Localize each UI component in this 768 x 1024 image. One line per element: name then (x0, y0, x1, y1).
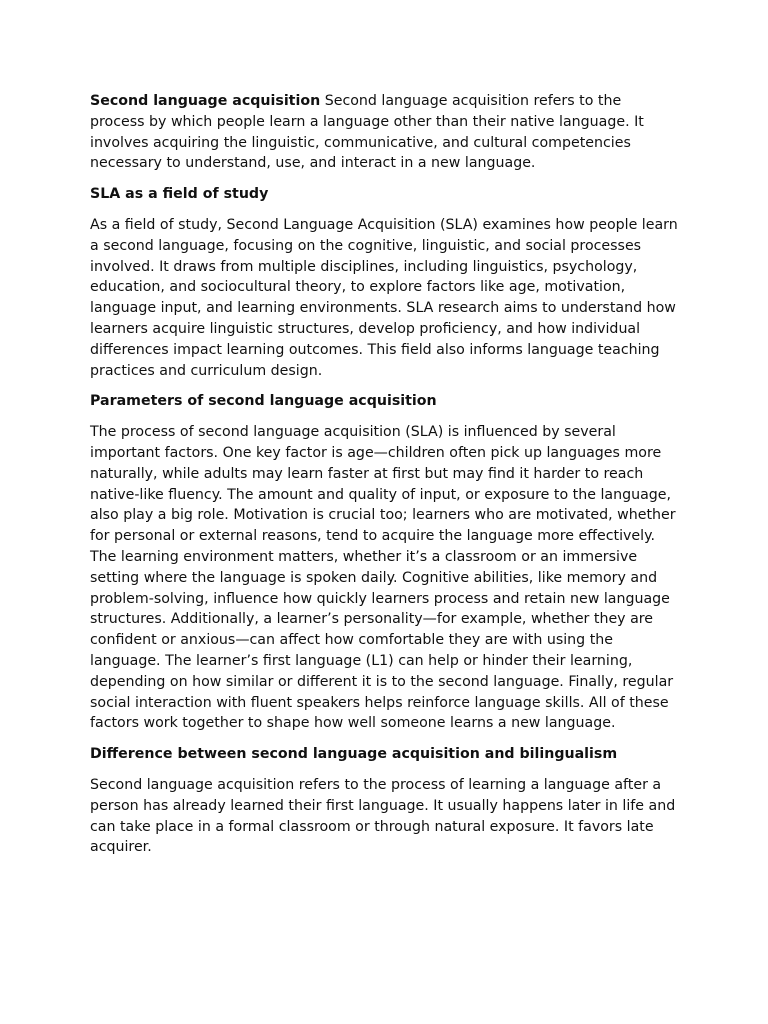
section-body-sla-field: As a field of study, Second Language Acquisition (SLA) examines how people learn a second language, focusing on the cognitive, linguistic, and social processes involved. It draws from multiple disciplines, including linguistics, psychology, education, and sociocultural theory, to explore factors like age, motivation, language input, and learning environments. SLA research aims to understand how learners acquire linguistic structures, develop proficiency, and how individual differences impact learning outcomes. This field also informs language teaching practices and curriculum design. (90, 216, 678, 379)
section-heading-difference: Difference between second language acquisition and bilingualism (90, 746, 618, 763)
intro-paragraph (90, 91, 680, 174)
section-heading-sla-field: SLA as a field of study (90, 186, 269, 203)
section-heading-parameters: Parameters of second language acquisition (90, 393, 437, 410)
section-body-parameters: The process of second language acquisition (SLA) is influenced by several important factors. One key factor is age—children often pick up languages more naturally, while adults may learn faster at first but may find it harder to reach native-like fluency. The amount and quality of input, or exposure to the language, also play a big role. Motivation is crucial too; learners who are motivated, whether for personal or external reasons, tend to acquire the language more effectively. The learning environment matters, whether it’s a classroom or an immersive setting where the language is spoken daily. Cognitive abilities, like memory and problem-solving, influence how quickly learners process and retain new language structures. Additionally, a learner’s personality—for example, whether they are confident or anxious—can affect how comfortable they are with using the language. The learner’s first language (L1) can help or hinder their learning, depending on how similar or different it is to the second language. Finally, regular social interaction with fluent speakers helps reinforce language skills. All of these factors work together to shape how well someone learns a new language. (90, 424, 676, 732)
section-body-difference: Second language acquisition refers to the process of learning a language after a person has already learned their first language. It usually happens later in life and can take place in a formal classroom or through natural exposure. It favors late acquirer. (90, 776, 676, 856)
intro-lead-title: Second language acquisition (90, 93, 321, 109)
intro-text: Second language acquisition refers to the process by which people learn a language other than their native language. It involves acquiring the linguistic, communicative, and cultural competencies necessary to understand, use, and interact in a new language. (90, 93, 644, 172)
